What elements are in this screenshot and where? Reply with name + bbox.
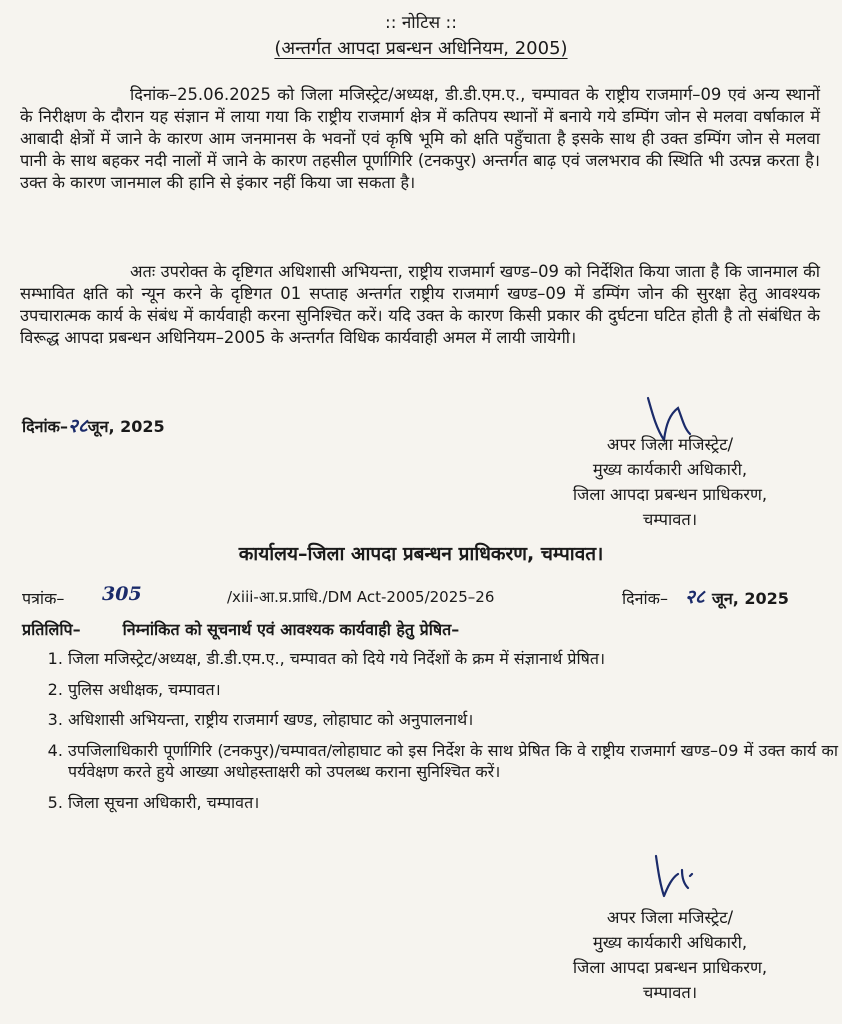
patrank-number-handwritten: 305 [102, 583, 142, 605]
list-item: 4. उपजिलाधिकारी पूर्णागिरि (टनकपुर)/चम्पावत/लोहाघाट को इस निर्देश के साथ प्रेषित कि वे राष्ट्रीय राजमार्ग खण्ड–09 में उक्त कार्य का पर्यवेक्षण करते हुये आख्या अधोहस्ताक्षरी को उपलब्ध कराना सुनिश्चित करें। [68, 740, 838, 783]
signatory-authority: जिला आपदा प्रबन्धन प्राधिकरण, [572, 958, 768, 977]
notice-subheading-text: (अन्तर्गत आपदा प्रबन्धन अधिनियम, 2005) [274, 38, 568, 59]
signatory-role: मुख्य कार्यकारी अधिकारी, [592, 933, 748, 952]
signatory-designation: अपर जिला मजिस्ट्रेट/ [606, 435, 734, 454]
office-title: कार्यालय–जिला आपदा प्रबन्धन प्राधिकरण, चम्पावत। [238, 543, 604, 565]
copy-label: प्रतिलिपि– [22, 620, 81, 639]
list-item: 1. जिला मजिस्ट्रेट/अध्यक्ष, डी.डी.एम.ए., चम्पावत को दिये गये निर्देशों के क्रम में संज्ञानार्थ प्रेषित। [68, 648, 838, 670]
letter-reference: /xiii-आ.प्र.प्राधि./DM Act-2005/2025–26 [227, 588, 495, 606]
patrank-label: पत्रांक– [22, 589, 65, 608]
signature-2 [648, 852, 698, 902]
signatory-block-2 [520, 905, 820, 1005]
notice-date-handwritten: २८ [67, 415, 88, 437]
letter-reference-row [22, 585, 822, 611]
letter-date-label: दिनांक– [622, 589, 668, 608]
list-item: 5. जिला सूचना अधिकारी, चम्पावत। [68, 792, 838, 814]
list-item: 3. अधिशासी अभियन्ता, राष्ट्रीय राजमार्ग खण्ड, लोहाघाट को अनुपालनार्थ। [68, 709, 838, 731]
copy-list [36, 648, 838, 822]
signatory-designation: अपर जिला मजिस्ट्रेट/ [606, 908, 734, 927]
notice-date-label: दिनांक– [22, 417, 68, 436]
notice-date-tail: जून, 2025 [87, 417, 165, 436]
notice-paragraph-2: अतः उपरोक्त के दृष्टिगत अधिशासी अभियन्ता, राष्ट्रीय राजमार्ग खण्ड–09 को निर्देशित किया जाता है कि जानमाल की सम्भावित क्षति को न्यून करने के दृष्टिगत 01 सप्ताह अन्तर्गत राष्ट्रीय राजमार्ग खण्ड–09 में डम्पिंग जोन की सुरक्षा हेतु आवश्यक उपचारात्मक कार्य के संबंध में कार्यवाही करना सुनिश्चित करें। यदि उक्त के कारण किसी प्रकार की दुर्घटना घटित होती है तो संबंधित के विरूद्ध आपदा प्रबन्धन अधिनियम–2005 के अन्तर्गत विधिक कार्यवाही अमल में लायी जायेगी। [20, 262, 820, 347]
signatory-place: चम्पावत। [642, 510, 698, 529]
list-item: 2. पुलिस अधीक्षक, चम्पावत। [68, 679, 838, 701]
copy-intro: निम्नांकित को सूचनार्थ एवं आवश्यक कार्यवाही हेतु प्रेषित– [122, 620, 460, 639]
copy-heading [22, 618, 459, 640]
notice-date [22, 412, 165, 438]
signatory-block-1 [520, 432, 820, 532]
notice-paragraph-1: दिनांक–25.06.2025 को जिला मजिस्ट्रेट/अध्यक्ष, डी.डी.एम.ए., चम्पावत के राष्ट्रीय राजमार्ग–09 एवं अन्य स्थानों के निरीक्षण के दौरान यह संज्ञान में लाया गया कि राष्ट्रीय राजमार्ग क्षेत्र में कतिपय स्थानों में बनाये गये डम्पिंग जोन से मलवा वर्षाकाल में आबादी क्षेत्रों में जाने के कारण आम जनमानस के भवनों एवं कृषि भूमि को क्षति पहुँचाता है इसके साथ ही उक्त डम्पिंग जोन से मलवा पानी के साथ बहकर नदी नालों में जाने के कारण तहसील पूर्णागिरि (टनकपुर) अन्तर्गत बाढ़ एवं जलभराव की स्थिति भी उत्पन्न करता है। उक्त के कारण जानमाल की हानि से इंकार नहीं किया जा सकता है। [20, 85, 820, 192]
letter-date-handwritten: २८ [685, 586, 705, 608]
letter-date-tail: जून, 2025 [712, 589, 789, 608]
signatory-authority: जिला आपदा प्रबन्धन प्राधिकरण, [572, 485, 768, 504]
notice-heading: :: नोटिस :: [384, 13, 458, 33]
signatory-place: चम्पावत। [642, 983, 698, 1002]
notice-subheading [0, 36, 842, 60]
signatory-role: मुख्य कार्यकारी अधिकारी, [592, 460, 748, 479]
